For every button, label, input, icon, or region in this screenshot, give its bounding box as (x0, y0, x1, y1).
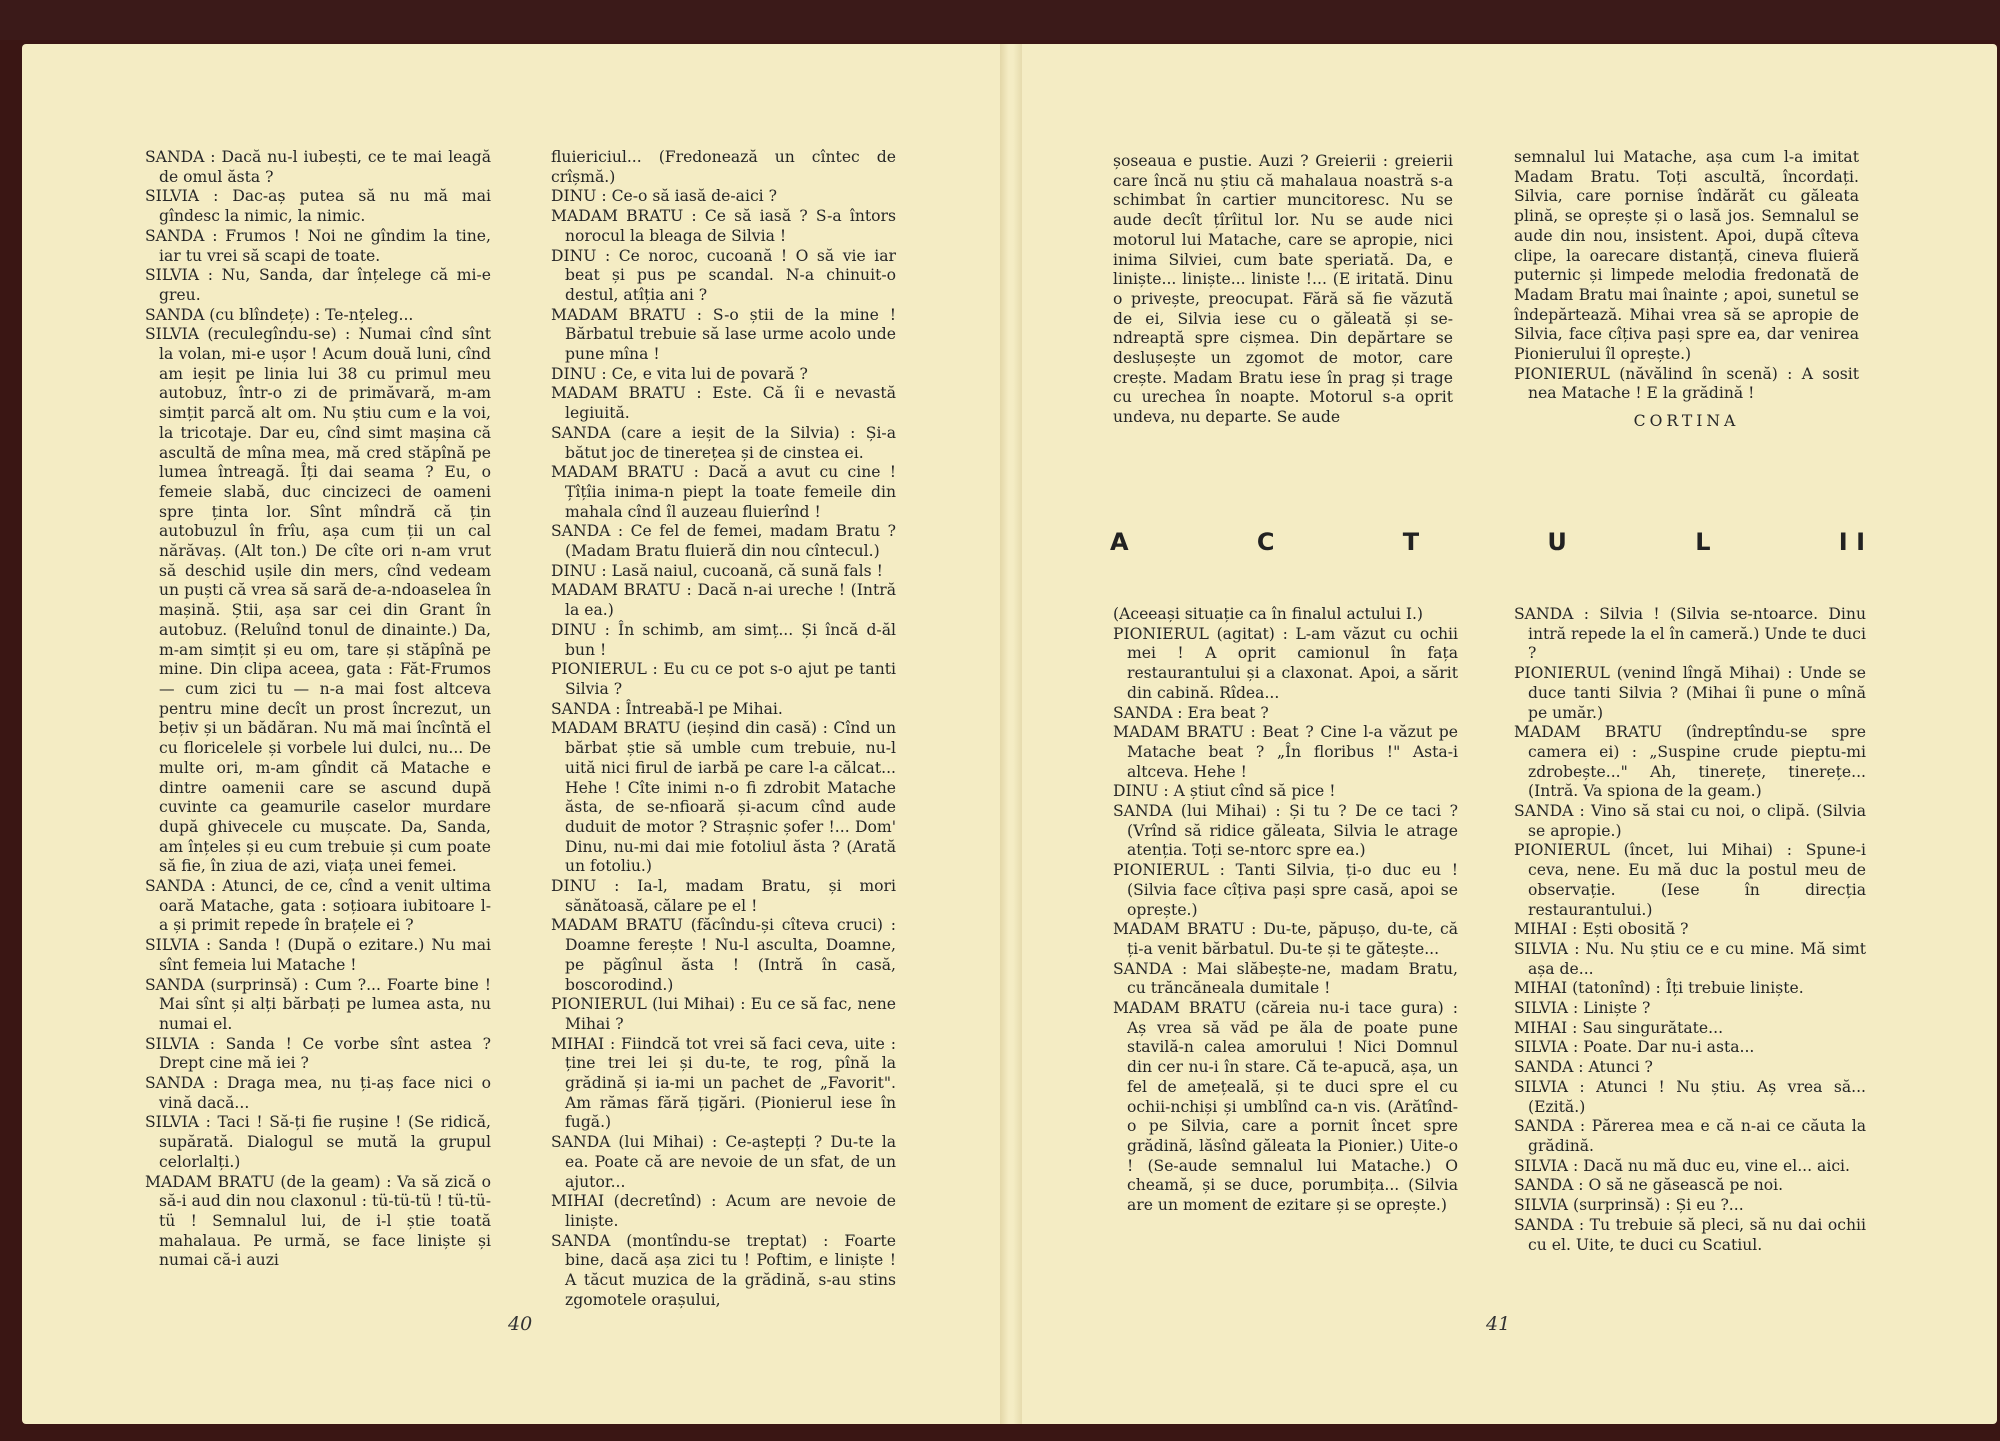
dialogue-paragraph: DINU : Ce-o să iasă de-aici ? (551, 187, 777, 206)
dialogue-paragraph: SILVIA : Dac-aș putea să nu mă mai gîndesc la nimic, la nimic. (145, 187, 491, 226)
dialogue-paragraph: SILVIA : Dacă nu mă duc eu, vine el... aici. (1514, 1156, 1850, 1175)
dialogue-paragraph: fluiericiul... (Fredonează un cîntec de crîșmă.) (551, 148, 896, 186)
dialogue-paragraph: DINU : Ce, e vita lui de povară ? (551, 364, 808, 383)
dialogue-paragraph: SANDA : Ce fel de femei, madam Bratu ? (Madam Bratu fluieră din nou cîntecul.) (551, 522, 896, 561)
dialogue-paragraph: MADAM BRATU (de la geam) : Va să zică o să-i aud din nou claxonul : tü-tü-tü ! tü-tü-tü ! Semnalul lui, de i-l știe toată mahalaua. Pe urmă, se face liniște și numai că-i auzi (145, 1172, 491, 1270)
text-column-1 (145, 148, 491, 1271)
dialogue-paragraph: MIHAI (tatonînd) : Îți trebuie liniște. (1514, 979, 1804, 998)
dialogue-paragraph: DINU : Ce noroc, cucoană ! O să vie iar beat și pus pe scandal. N-a chinuit-o destul, atîția ani ? (551, 246, 896, 304)
dialogue-paragraph: MADAM BRATU : Du-te, păpușo, du-te, că ți-a venit bărbatul. Du-te și te gătește... (1113, 920, 1458, 958)
dialogue-paragraph: MIHAI (decretînd) : Acum are nevoie de liniște. (551, 1192, 896, 1230)
dialogue-paragraph: MADAM BRATU : S-o știi de la mine ! Bărbatul trebuie să lase urme acolo unde pune mîna ! (551, 305, 896, 364)
dialogue-paragraph: MADAM BRATU (făcîndu-și cîteva cruci) : Doamne ferește ! Nu-l asculta, Doamne, pe păgînul ăsta ! (Intră în casă, boscorodind.) (551, 916, 896, 994)
text-column-2 (551, 148, 896, 1310)
dialogue-paragraph: PIONIERUL : Tanti Silvia, ți-o duc eu ! (Silvia face cîțiva pași spre casă, apoi se oprește.) (1113, 861, 1458, 919)
dialogue-paragraph: SILVIA : Liniște ? (1514, 999, 1651, 1018)
dialogue-paragraph: MADAM BRATU : Beat ? Cine l-a văzut pe Matache beat ? „În floribus !" Asta-i altceva. Hehe ! (1113, 723, 1458, 781)
dialogue-paragraph: DINU : În schimb, am simț... Și încă d-ăl bun ! (551, 620, 896, 659)
dialogue-paragraph: SANDA : Silvia ! (Silvia se-ntoarce. Dinu intră repede la el în cameră.) Unde te duci ? (1514, 605, 1866, 663)
dialogue-paragraph: DINU : A știut cînd să pice ! (1113, 782, 1336, 801)
dialogue-paragraph: MADAM BRATU : Dacă n-ai ureche ! (Intră la ea.) (551, 581, 896, 620)
book-gutter (1000, 44, 1022, 1424)
dialogue-paragraph: PIONIERUL (încet, lui Mihai) : Spune-i ceva, nene. Eu mă duc la postul meu de observație. (Iese în direcția restaurantului.) (1514, 841, 1866, 919)
text-column-3-top (1113, 152, 1453, 428)
dialogue-paragraph: SANDA : Draga mea, nu ți-aș face nici o vină dacă... (145, 1074, 491, 1112)
dialogue-paragraph: SANDA : Atunci, de ce, cînd a venit ultima oară Matache, gata : soțioara iubitoare l-a și primit repede în brațele ei ? (145, 877, 491, 935)
dialogue-paragraph: SILVIA (surprinsă) : Și eu ?... (1514, 1196, 1744, 1215)
dialogue-paragraph: MIHAI : Ești obosită ? (1514, 920, 1689, 939)
dialogue-paragraph: SILVIA : Poate. Dar nu-i asta... (1514, 1038, 1755, 1057)
dialogue-paragraph: MIHAI : Sau singurătate... (1514, 1018, 1724, 1037)
dialogue-paragraph: SANDA : Părerea mea e că n-ai ce căuta la grădină. (1514, 1117, 1866, 1155)
dialogue-paragraph: SANDA (lui Mihai) : Ce-aștepți ? Du-te la ea. Poate că are nevoie de un sfat, de un ajutor... (551, 1133, 896, 1191)
dialogue-paragraph: MADAM BRATU : Ce să iasă ? S-a întors norocul la bleaga de Silvia ! (551, 207, 896, 245)
text-column-4-top (1514, 148, 1859, 432)
page-number-left: 40 (508, 1313, 533, 1335)
dialogue-paragraph: SANDA : Atunci ? (1514, 1058, 1653, 1077)
act-letter: I I (1838, 528, 1865, 556)
dialogue-paragraph: semnalul lui Matache, așa cum l-a imitat Madam Bratu. Toți ascultă, încordați. Silvia, care pornise îndărăt cu găleata plină, se oprește și o lasă jos. Semnalul se aude din nou, insistent. Apoi, după cîteva clipe, la oarecare distanță, cineva fluieră puternic și limpede melodia fredonată de Madam Bratu mai înainte ; apoi, sunetul se îndepărtează. Mihai vrea să se apropie de Silvia, face cîțiva pași spre ea, dar venirea Pionierului îl oprește.) (1514, 148, 1859, 364)
dialogue-paragraph: SANDA : Era beat ? (1113, 703, 1269, 722)
dialogue-paragraph: SANDA (surprinsă) : Cum ?... Foarte bine ! Mai sînt și alți bărbați pe lumea asta, nu numai el. (145, 975, 491, 1033)
dialogue-paragraph: SILVIA : Nu, Sanda, dar înțelege că mi-e greu. (145, 266, 491, 304)
act-letter: C (1256, 528, 1275, 556)
dialogue-paragraph: MADAM BRATU (căreia nu-i tace gura) : Aș vrea să văd pe ăla de poate pune stavilă-n calea amorului ! Nici Domnul din cer nu-i în stare. Că te-apucă, așa, un fel de amețeală, și te duci spre el cu ochii-nchiși și umblînd ca-n vis. (Arătînd-o pe Silvia, care a pornit încet spre grădină, lăsînd găleata la Pionier.) Uite-o ! (Se-aude semnalul lui Matache.) O cheamă, și se duce, porumbița... (Silvia are un moment de ezitare și se oprește.) (1113, 999, 1458, 1215)
text-column-3-bottom (1113, 605, 1458, 1216)
act-letter: T (1402, 528, 1420, 556)
act-letter: U (1547, 528, 1567, 556)
dialogue-paragraph: MIHAI : Fiindcă tot vrei să faci ceva, uite : ține trei lei și du-te, te rog, pînă la grădină și ia-mi un pachet de „Favorit". Am rămas fără țigări. (Pionierul iese în fugă.) (551, 1034, 896, 1132)
dialogue-paragraph: SANDA : Dacă nu-l iubești, ce te mai leagă de omul ăsta ? (145, 148, 491, 186)
dialogue-paragraph: PIONIERUL : Eu cu ce pot s-o ajut pe tanti Silvia ? (551, 660, 896, 698)
dialogue-paragraph: PIONIERUL (lui Mihai) : Eu ce să fac, nene Mihai ? (551, 995, 896, 1033)
text-column-4-bottom (1514, 605, 1866, 1255)
dialogue-paragraph: șoseaua e pustie. Auzi ? Greierii : greierii care încă nu știu că mahalaua noastră s-a schimbat în cartier muncitoresc. Nu se aude decît țîrîitul lor. Nu se aude nici motorul lui Matache, care se apropie, nici inima Silviei, cum bate speriată. Da, e liniște... liniște... liniste !... (E iritată. Dinu o privește, preocupat. Fără să fie văzută de ei, Silvia iese cu o găleată și se-ndreaptă spre cișmea. Din depărtare se deslușește un zgomot de motor, care crește. Madam Bratu iese în prag și trage cu urechea în noapte. Motorul s-a oprit undeva, nu departe. Se aude (1113, 152, 1453, 427)
dialogue-paragraph: CORTINA (1633, 412, 1740, 431)
act-letter: L (1695, 528, 1711, 556)
dialogue-paragraph: SANDA : Tu trebuie să pleci, să nu dai ochii cu el. Uite, te duci cu Scatiul. (1514, 1215, 1866, 1254)
dialogue-paragraph: SANDA : Mai slăbește-ne, madam Bratu, cu trăncăneala dumitale ! (1113, 959, 1458, 998)
dialogue-paragraph: SANDA : Vino să stai cu noi, o clipă. (Silvia se apropie.) (1514, 802, 1866, 840)
dialogue-paragraph: DINU : Lasă naiul, cucoană, că sună fals ! (551, 561, 883, 580)
dialogue-paragraph: SANDA : Întreabă-l pe Mihai. (551, 699, 783, 718)
book-cover-edge (0, 0, 2000, 40)
dialogue-paragraph: SILVIA (reculegîndu-se) : Numai cînd sînt la volan, mi-e ușor ! Acum două luni, cînd am ieșit pe linia lui 38 cu primul meu autobuz, într-o zi de primăvară, m-am simțit parcă alt om. Nu știu cum e la voi, la tricotaje. Dar eu, cînd simt mașina că ascultă de mîna mea, mă cred stăpînă pe lumea întreagă. Îți dai seama ? Eu, o femeie slabă, duc cincizeci de oameni spre ținta lor. Sînt mîndră că țin autobuzul în frîu, așa cum ții un cal nărăvaș. (Alt ton.) De cîte ori n-am vrut să deschid ușile din mers, cînd vedeam un puști că vrea să sară de-a-ndoaselea în mașină. Știi, așa sar cei din Grant în autobuz. (Reluînd tonul de dinainte.) Da, m-am simțit și eu om, tare și stăpînă pe mine. Din clipa aceea, gata : Făt-Frumos — cum zici tu — n-a mai fost altceva pentru mine decît un prost încrezut, un bețiv și un bădăran. Nu mă mai încîntă el cu floricelele și vorbele lui dulci, nu... De multe ori, m-am gîndit că Matache e dintre oamenii care se ascund după cuvinte ca geamurile caselor murdare după ghivecele cu mușcate. Da, Sanda, am înțeles și eu cum trebuie și cum poate să fie, în ziua de azi, viața unei femei. (145, 325, 491, 876)
dialogue-paragraph: SANDA (cu blîndețe) : Te-nțeleg... (145, 305, 414, 324)
dialogue-paragraph: SANDA (montîndu-se treptat) : Foarte bine, dacă așa zici tu ! Poftim, e liniște ! A tăcut muzica de la grădină, s-au stins zgomotele orașului, (551, 1231, 896, 1309)
dialogue-paragraph: SILVIA : Sanda ! (După o ezitare.) Nu mai sînt femeia lui Matache ! (145, 936, 491, 974)
dialogue-paragraph: SILVIA : Taci ! Să-ți fie rușine ! (Se ridică, supărată. Dialogul se mută la grupul celorlalți.) (145, 1113, 491, 1171)
page-number-right: 41 (1486, 1313, 1511, 1335)
dialogue-paragraph: MADAM BRATU : Este. Că îi e nevastă legiuită. (551, 384, 896, 423)
dialogue-paragraph: SANDA (care a ieșit de la Silvia) : Și-a bătut joc de tinerețea și de cinstea ei. (551, 423, 896, 462)
dialogue-paragraph: DINU : Ia-l, madam Bratu, și mori sănătoasă, călare pe el ! (551, 877, 896, 915)
dialogue-paragraph: MADAM BRATU (ieșind din casă) : Cînd un bărbat știe să umble cum trebuie, nu-l uită nici firul de iarbă pe care l-a călcat... Hehe ! Cîte inimi n-o fi zdrobit Matache ăsta, de se-nfioară și-acum cînd aude duduit de motor ? Strașnic șofer !... Dom' Dinu, nu-mi dai mie fotoliul ăsta ? (Arată un fotoliu.) (551, 719, 896, 876)
dialogue-paragraph: SILVIA : Nu. Nu știu ce e cu mine. Mă simt așa de... (1514, 939, 1866, 978)
act-heading (1110, 528, 1865, 556)
dialogue-paragraph: PIONIERUL (venind lîngă Mihai) : Unde se duce tanti Silvia ? (Mihai îi pune o mînă pe umăr.) (1514, 664, 1866, 722)
dialogue-paragraph: MADAM BRATU (îndreptîndu-se spre camera ei) : „Suspine crude pieptu-mi zdrobește..." Ah, tinerețe, tinerețe... (Intră. Va spiona de la geam.) (1514, 723, 1866, 801)
dialogue-paragraph: SILVIA : Atunci ! Nu știu. Aș vrea să... (Ezită.) (1514, 1077, 1866, 1116)
dialogue-paragraph: (Aceeași situație ca în finalul actului I.) (1113, 605, 1424, 623)
dialogue-paragraph: SANDA (lui Mihai) : Și tu ? De ce taci ? (Vrînd să ridice găleata, Silvia le atrage atenția. Toți se-ntorc spre ea.) (1113, 802, 1458, 860)
dialogue-paragraph: SANDA : Frumos ! Noi ne gîndim la tine, iar tu vrei să scapi de toate. (145, 226, 491, 265)
dialogue-paragraph: PIONIERUL (năvălind în scenă) : A sosit nea Matache ! E la grădină ! (1514, 364, 1859, 403)
dialogue-paragraph: SILVIA : Sanda ! Ce vorbe sînt astea ? Drept cine mă iei ? (145, 1034, 491, 1073)
dialogue-paragraph: MADAM BRATU : Dacă a avut cu cine ! Țîțîia inima-n piept la toate femeile din mahala cînd îl auzeau fluierînd ! (551, 463, 896, 521)
dialogue-paragraph: PIONIERUL (agitat) : L-am văzut cu ochii mei ! A oprit camionul în fața restaurantului și a claxonat. Apoi, a sărit din cabină. Rîdea... (1113, 624, 1458, 702)
act-letter: A (1110, 528, 1129, 556)
dialogue-paragraph: SANDA : O să ne găsească pe noi. (1514, 1176, 1784, 1195)
